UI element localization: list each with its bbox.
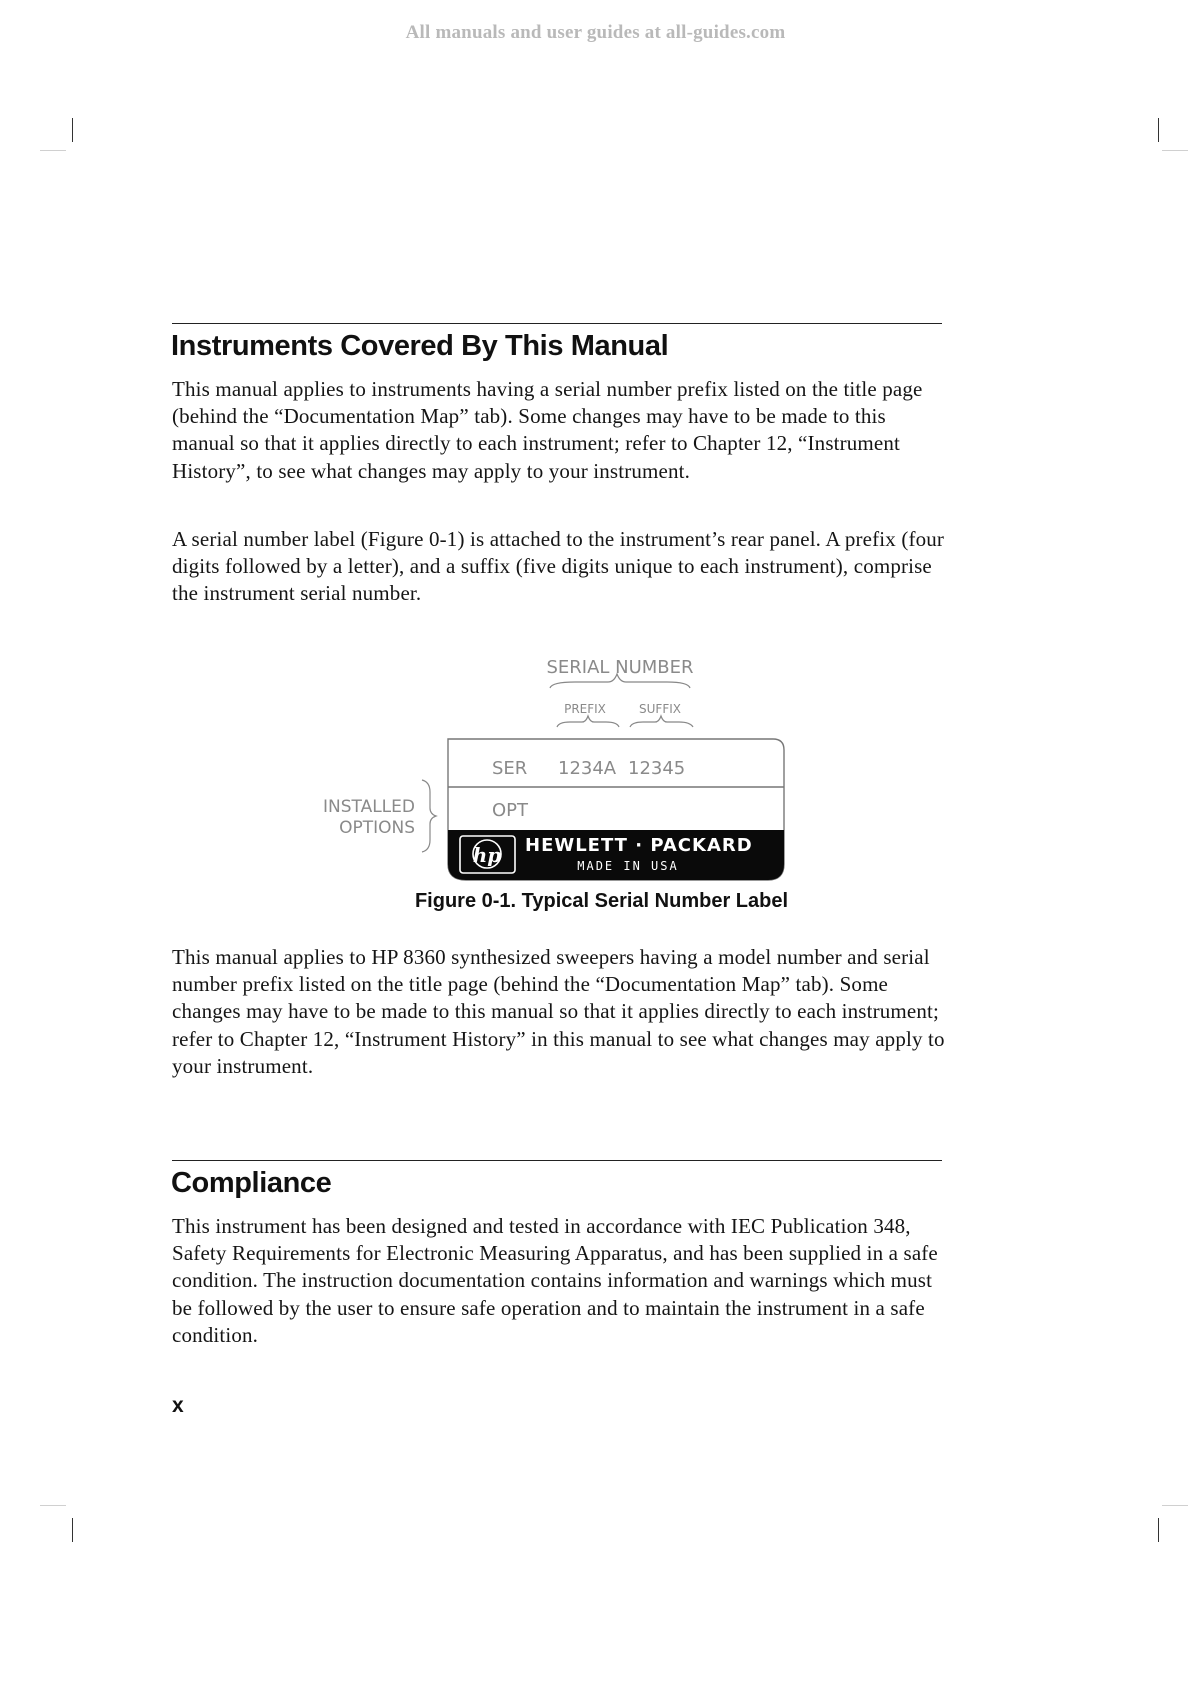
crop-mark [40,1505,66,1506]
serial-prefix-value: 1234A [558,758,617,779]
paragraph: This manual applies to HP 8360 synthesized sweepers having a model number and serial number prefix listed on the title page (behind the “Documentation Map” tab). Some changes may have to be made to this manual so that it applies directly to each instrument; refer to Chapter 12, “Instrument History” in this manual to see what changes may apply to your instrument. [172,945,945,1078]
page-number: x [172,1394,184,1417]
crop-mark [1158,1518,1159,1542]
crop-mark [72,1518,73,1542]
hp-logo-text: hp [472,843,502,867]
section-heading: Instruments Covered By This Manual [171,330,669,362]
made-in-usa: MADE IN USA [577,859,679,873]
paragraph: A serial number label (Figure 0-1) is attached to the instrument’s rear panel. A prefix (four digits followed by a letter), and a suffix (five digits unique to each instrument), comprise the instrument serial number. [172,527,945,606]
crop-mark [1162,1505,1188,1506]
suffix-label: SUFFIX [639,702,681,716]
serial-number-label: SERIAL NUMBER [546,657,694,678]
paragraph: This instrument has been designed and tested in accordance with IEC Publication 348, Safety Requirements for Electronic Measuring Apparatus, and has been supplied in a safe condition. The instruction documentation contains information and warnings which must be followed by the user to ensure safe operation and to maintain the instrument in a safe condition. [172,1214,938,1347]
ser-field-label: SER [492,758,528,779]
prefix-label: PREFIX [564,702,606,716]
serial-suffix-value: 12345 [628,758,686,779]
installed-options-line1: INSTALLED [323,797,415,817]
paragraph: This manual applies to instruments having a serial number prefix listed on the title page (behind the “Documentation Map” tab). Some changes may have to be made to this manual so that it applies directly to each instrument; refer to Chapter 12, “Instrument History”, to see what changes may apply to your instrument. [172,377,923,483]
section-rule [172,1160,942,1161]
figure-caption: Figure 0-1. Typical Serial Number Label [414,890,789,912]
brand-name: HEWLETT · PACKARD [525,835,753,856]
section-heading: Compliance [171,1167,332,1199]
watermark: All manuals and user guides at all-guides.com [405,22,786,43]
installed-options-line2: OPTIONS [339,818,415,838]
opt-field-label: OPT [492,800,529,821]
